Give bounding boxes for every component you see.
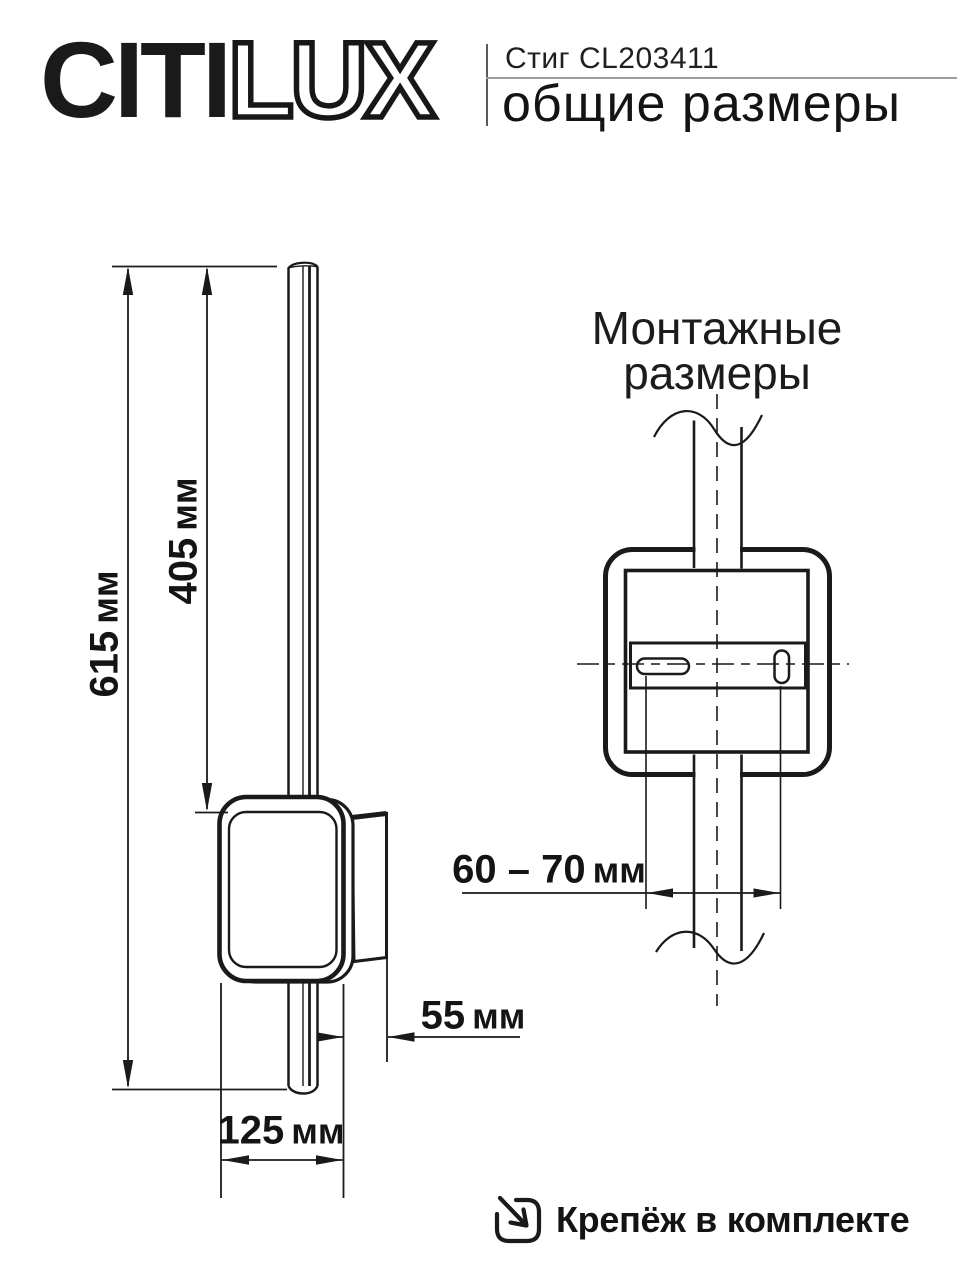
brand-logo-citi: CITI [40, 19, 228, 140]
mounting-title-line2: размеры [623, 347, 811, 399]
brand-logo [40, 19, 432, 140]
brand-logo-lux: LUX [227, 19, 432, 140]
mounting-title-line1: Монтажные [591, 302, 843, 354]
mounting-plate-drawing [577, 394, 849, 1006]
dim-depth-label: 55 мм [420, 993, 526, 1038]
sheet-title: общие размеры [502, 75, 901, 133]
dim-upper-height-label: 405мм [161, 477, 206, 605]
hardware-included-icon [497, 1198, 539, 1241]
footer-note: Крепёж в комплекте [556, 1199, 910, 1240]
dim-mount-spacing-label: 60 – 70 мм [452, 847, 646, 892]
mounting-title [591, 302, 843, 399]
overall-dimension-lines [112, 267, 520, 1199]
dim-total-height-label: 615мм [82, 570, 127, 698]
model-label: Стиг CL203411 [505, 42, 720, 75]
lamp-overall-drawing [220, 263, 387, 1094]
dim-width-label: 125 мм [217, 1108, 345, 1153]
header-divider-vertical [486, 44, 488, 126]
